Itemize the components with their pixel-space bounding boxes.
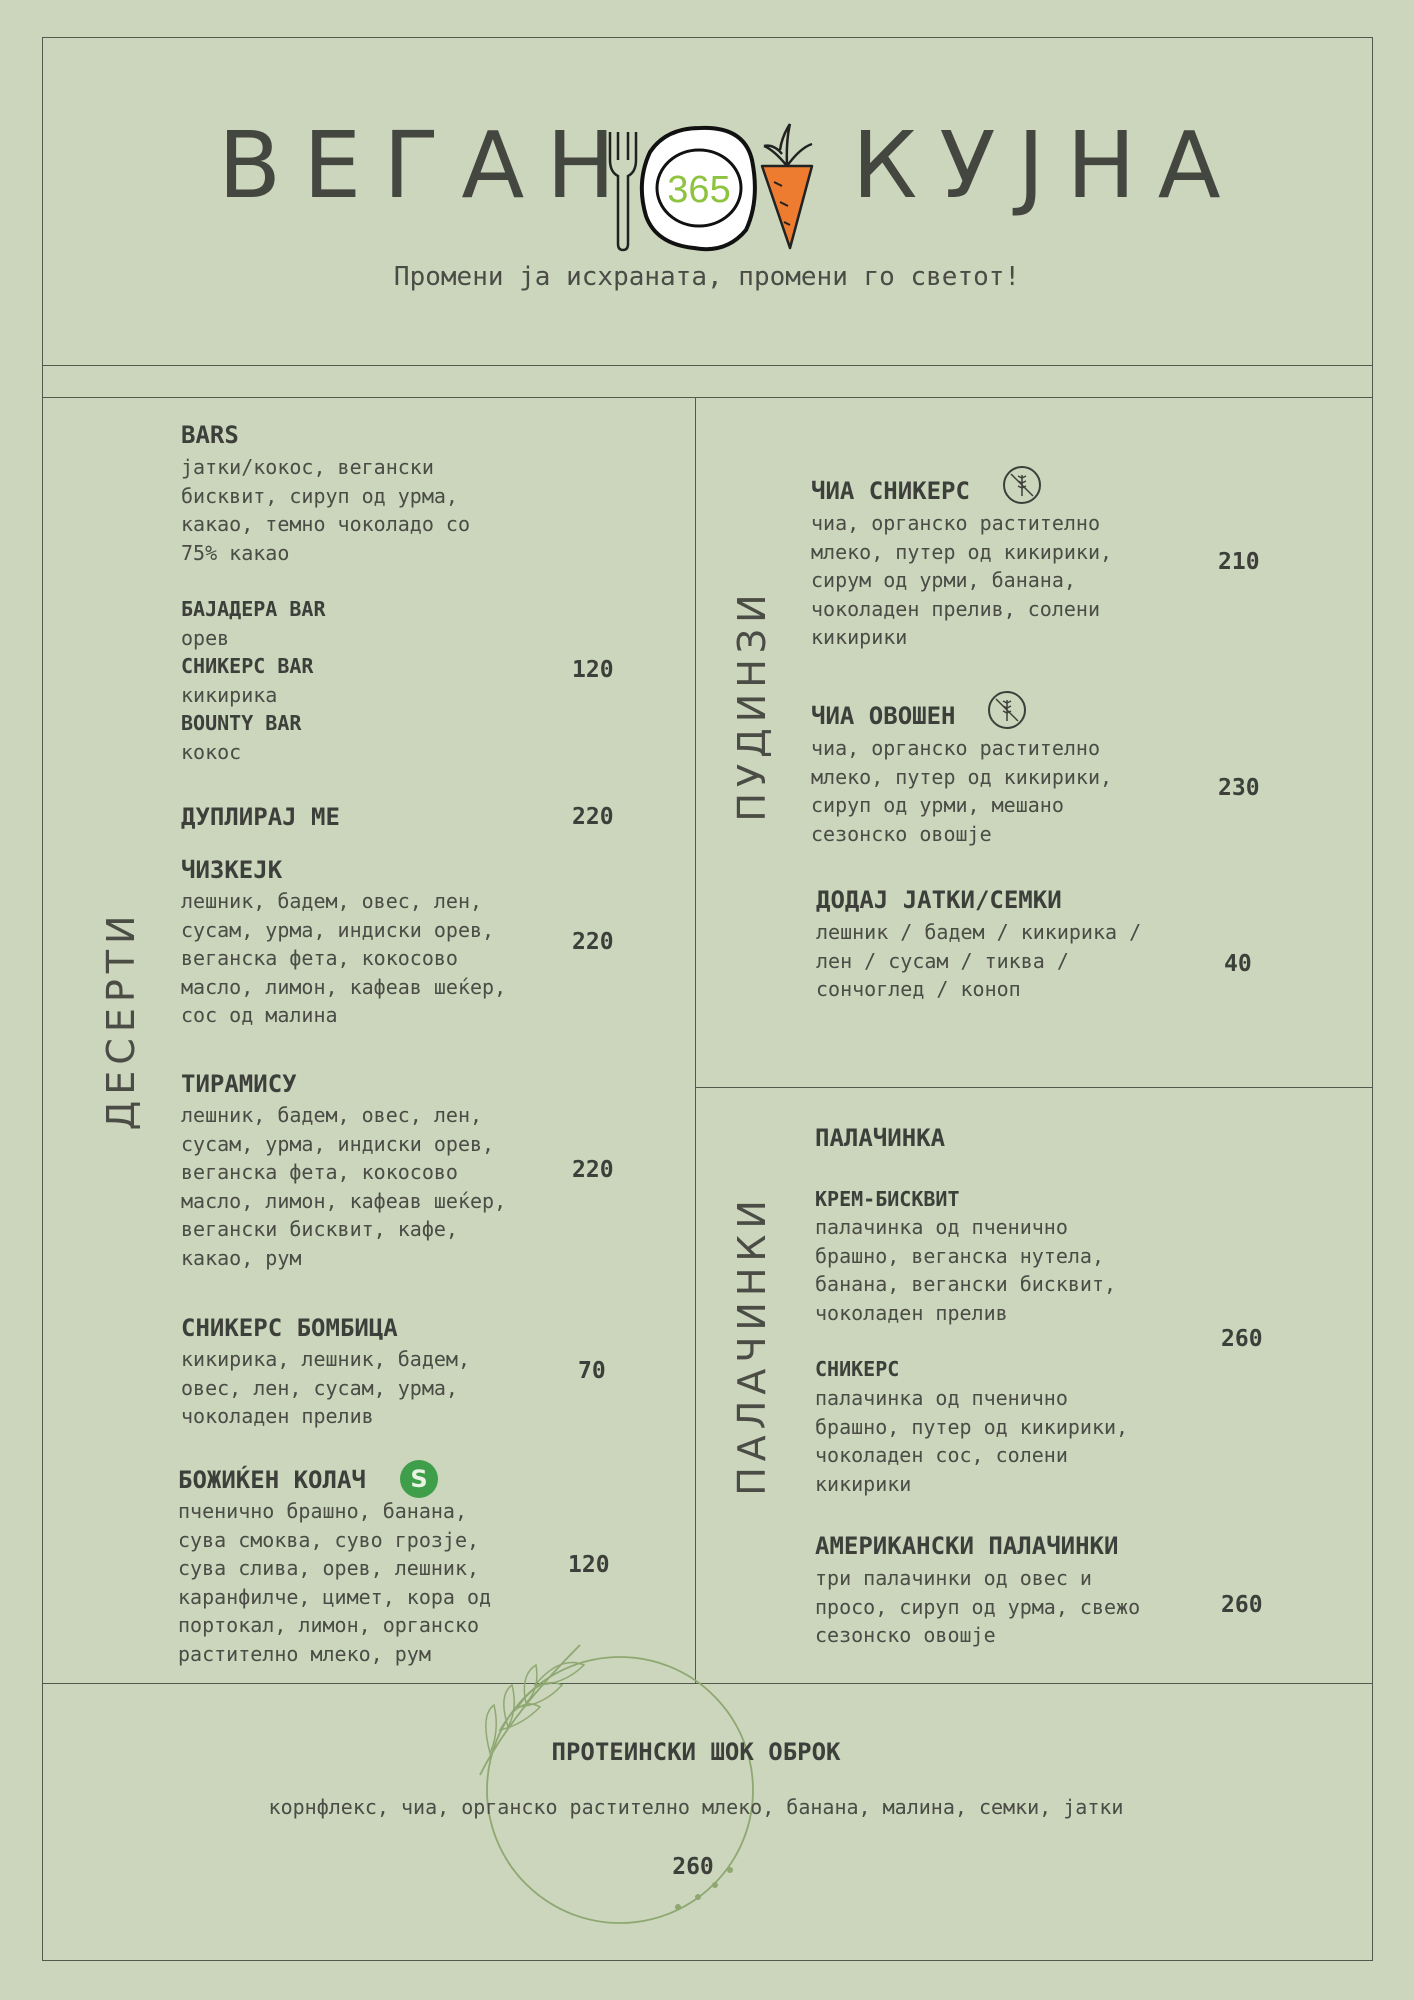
item-desc: кокос: [181, 740, 242, 764]
logo-number: 365: [667, 169, 731, 211]
item-price: 120: [568, 1552, 610, 1578]
item-desc: кикирика: [181, 683, 278, 707]
pancakes-heading: ПАЛАЧИНКА: [815, 1124, 946, 1152]
item-name: ЧИА ОВОШЕН: [811, 702, 956, 730]
fork-icon: [610, 132, 636, 250]
item-name: АМЕРИКАНСКИ ПАЛАЧИНКИ: [815, 1532, 1119, 1560]
leaf-wreath-icon: [460, 1635, 760, 1935]
item-name: ЧИЗКЕЈК: [181, 856, 283, 884]
column-divider: [695, 397, 696, 1683]
puddings-pancakes-divider: [695, 1087, 1373, 1088]
item-desc: пченично брашно, банана, сува смоква, суво грозје, сува слива, орев, лешник, каранфилче, цимет, кора од портокал, лимон, органско растително млеко, рум: [178, 1499, 492, 1666]
item-desc: лешник, бадем, овес, лен, сусам, урма, индиски орев, веганска фета, кокосово масло, лимон, кафеав шеќер, сос од малина: [181, 889, 507, 1027]
header-divider-bottom: [42, 397, 1373, 398]
tagline: Промени ја исхраната, промени го светот!: [393, 262, 1021, 292]
item-price: 70: [578, 1358, 606, 1384]
item-name: БОЖИЌЕН КОЛАЧ: [178, 1466, 366, 1494]
item-name: BOUNTY BAR: [181, 711, 302, 735]
desserts-label: ДЕСЕРТИ: [99, 909, 143, 1131]
item-desc: палачинка од пченично брашно, веганска нутела, банана, вегански бисквит, чоколаден прелив: [815, 1215, 1117, 1325]
item-name: ЧИА СНИКЕРС: [811, 477, 970, 505]
item-name: КРЕМ-БИСКВИТ: [815, 1187, 960, 1211]
item-desc: палачинка од пченично брашно, путер од кикирики, чоколаден сос, солени кикирики: [815, 1386, 1129, 1496]
item-desc: орев: [181, 626, 230, 650]
item-name: ДУПЛИРАЈ МЕ: [181, 803, 340, 831]
carrot-icon: [762, 124, 812, 248]
item-price: 220: [572, 929, 614, 955]
puddings-label: ПУДИНЗИ: [730, 588, 774, 822]
protein-item-desc: корнфлекс, чиа, органско растително млеко, банана, малина, семки, јатки: [268, 1795, 1124, 1819]
item-desc: кикирика, лешник, бадем, овес, лен, сусам, урма, чоколаден прелив: [181, 1347, 470, 1428]
item-name: BARS: [181, 421, 239, 449]
item-price: 230: [1218, 775, 1260, 801]
header-divider-top: [42, 365, 1373, 366]
protein-item-name: ПРОТЕИНСКИ ШОК ОБРОК: [551, 1738, 841, 1766]
item-name: СНИКЕРС: [815, 1357, 900, 1381]
gluten-free-icon: [988, 691, 1026, 729]
item-price: 40: [1224, 951, 1252, 977]
item-price: 220: [572, 1157, 614, 1183]
item-desc: чиа, органско растително млеко, путер од кикирики, сирум од урми, банана, чоколаден прелив, солени кикирики: [811, 511, 1113, 649]
item-desc: чиа, органско растително млеко, путер од кикирики, сируп од урми, мешано сезонско овошје: [811, 736, 1113, 846]
item-name: СНИКЕРС BAR: [181, 654, 314, 678]
item-name: БАЈАДЕРА BAR: [181, 597, 326, 621]
logo: [604, 120, 816, 255]
item-price: 220: [572, 804, 614, 830]
item-name: СНИКЕРС БОМБИЦА: [181, 1314, 398, 1342]
item-desc: лешник, бадем, овес, лен, сусам, урма, индиски орев, веганска фета, кокосово масло, лимон, кафеав шеќер, вегански бисквит, кафе, какао, рум: [181, 1103, 507, 1270]
item-desc: јатки/кокос, вегански бисквит, сируп од урма, какао, темно чоколадо со 75% какао: [181, 455, 470, 565]
item-price: 210: [1218, 549, 1260, 575]
plate-icon: [642, 128, 755, 249]
gluten-free-icon: [1003, 466, 1041, 504]
item-name: ТИРАМИСУ: [181, 1070, 297, 1098]
item-price: 260: [1221, 1592, 1263, 1618]
pancakes-label: ПАЛАЧИНКИ: [730, 1194, 774, 1496]
title-left: ВЕГАН: [218, 112, 638, 219]
s-badge-icon: S: [400, 1460, 438, 1498]
item-price: 120: [572, 657, 614, 683]
item-price: 260: [1221, 1326, 1263, 1352]
item-desc: три палачинки од овес и просо, сируп од урма, свежо сезонско овошје: [815, 1566, 1141, 1647]
title-right: КУЈНА: [852, 112, 1243, 219]
item-name: ДОДАЈ ЈАТКИ/СЕМКИ: [816, 886, 1062, 914]
item-desc: лешник / бадем / кикирика / лен / сусам / тиква / сончоглед / коноп: [816, 920, 1142, 1001]
protein-item-price: 260: [672, 1854, 714, 1880]
